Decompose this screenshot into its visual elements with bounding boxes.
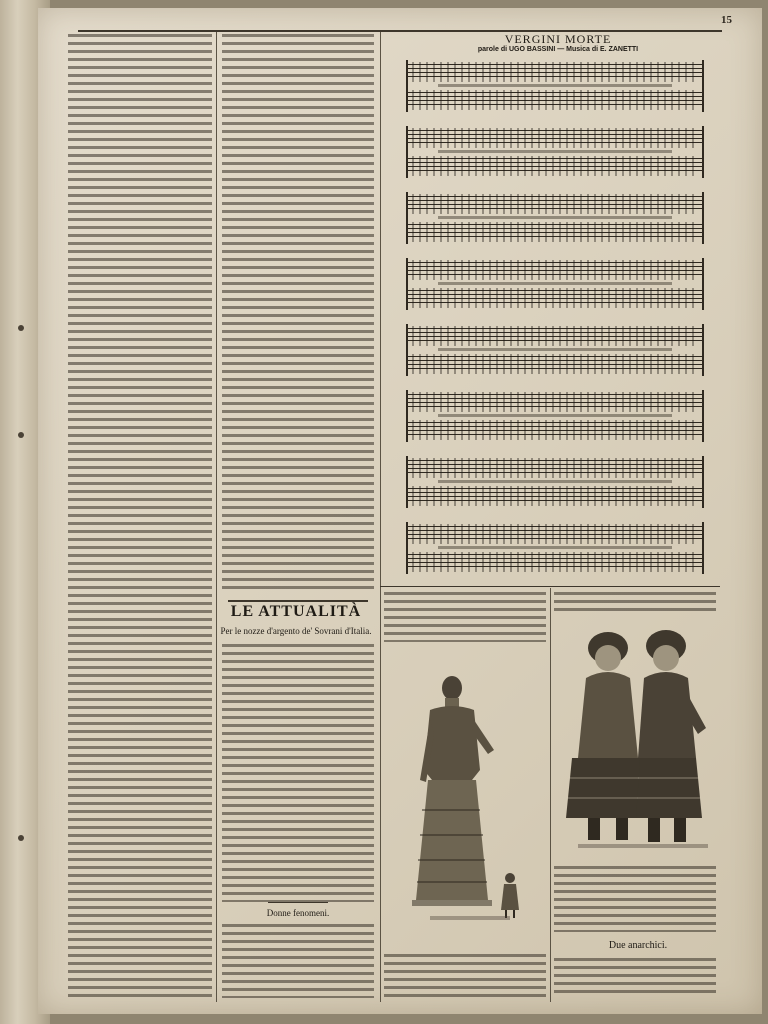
music-system — [406, 522, 704, 574]
section-rule — [380, 586, 720, 587]
text-column-2 — [222, 34, 374, 594]
binding-hole — [18, 835, 24, 841]
music-system — [406, 60, 704, 112]
text-column-4c — [554, 958, 716, 998]
children-engraving — [558, 618, 718, 858]
attualita-headline: LE ATTUALITÀ — [230, 603, 362, 620]
attualita-body — [222, 644, 374, 902]
music-system — [406, 390, 704, 442]
section-rule — [228, 600, 368, 602]
music-system — [406, 456, 704, 508]
text-column-3b — [384, 954, 546, 998]
binding-hole — [18, 325, 24, 331]
column-rule — [550, 588, 551, 1002]
attualita-subtitle: Per le nozze d'argento de' Sovrani d'Italia. — [220, 626, 372, 636]
music-system — [406, 324, 704, 376]
donne-headline: Donne fenomeni. — [266, 908, 330, 918]
text-column-3a — [384, 592, 546, 642]
music-system — [406, 126, 704, 178]
woman-engraving — [400, 670, 540, 930]
due-headline: Due anarchici. — [608, 940, 668, 951]
music-title: VERGINI MORTE — [504, 32, 612, 46]
text-column-1 — [68, 34, 212, 998]
column-rule — [380, 32, 381, 1002]
newspaper-page — [38, 8, 762, 1014]
page-number: 15 — [721, 14, 732, 26]
text-column-4b — [554, 866, 716, 932]
text-column-4a — [554, 592, 716, 612]
music-system — [406, 258, 704, 310]
section-rule — [268, 902, 328, 903]
music-credits: parole di UGO BASSINI — Musica di E. ZANETTI — [477, 46, 639, 53]
binding-hole — [18, 432, 24, 438]
music-system — [406, 192, 704, 244]
column-rule — [216, 32, 217, 1002]
donne-body — [222, 924, 374, 998]
